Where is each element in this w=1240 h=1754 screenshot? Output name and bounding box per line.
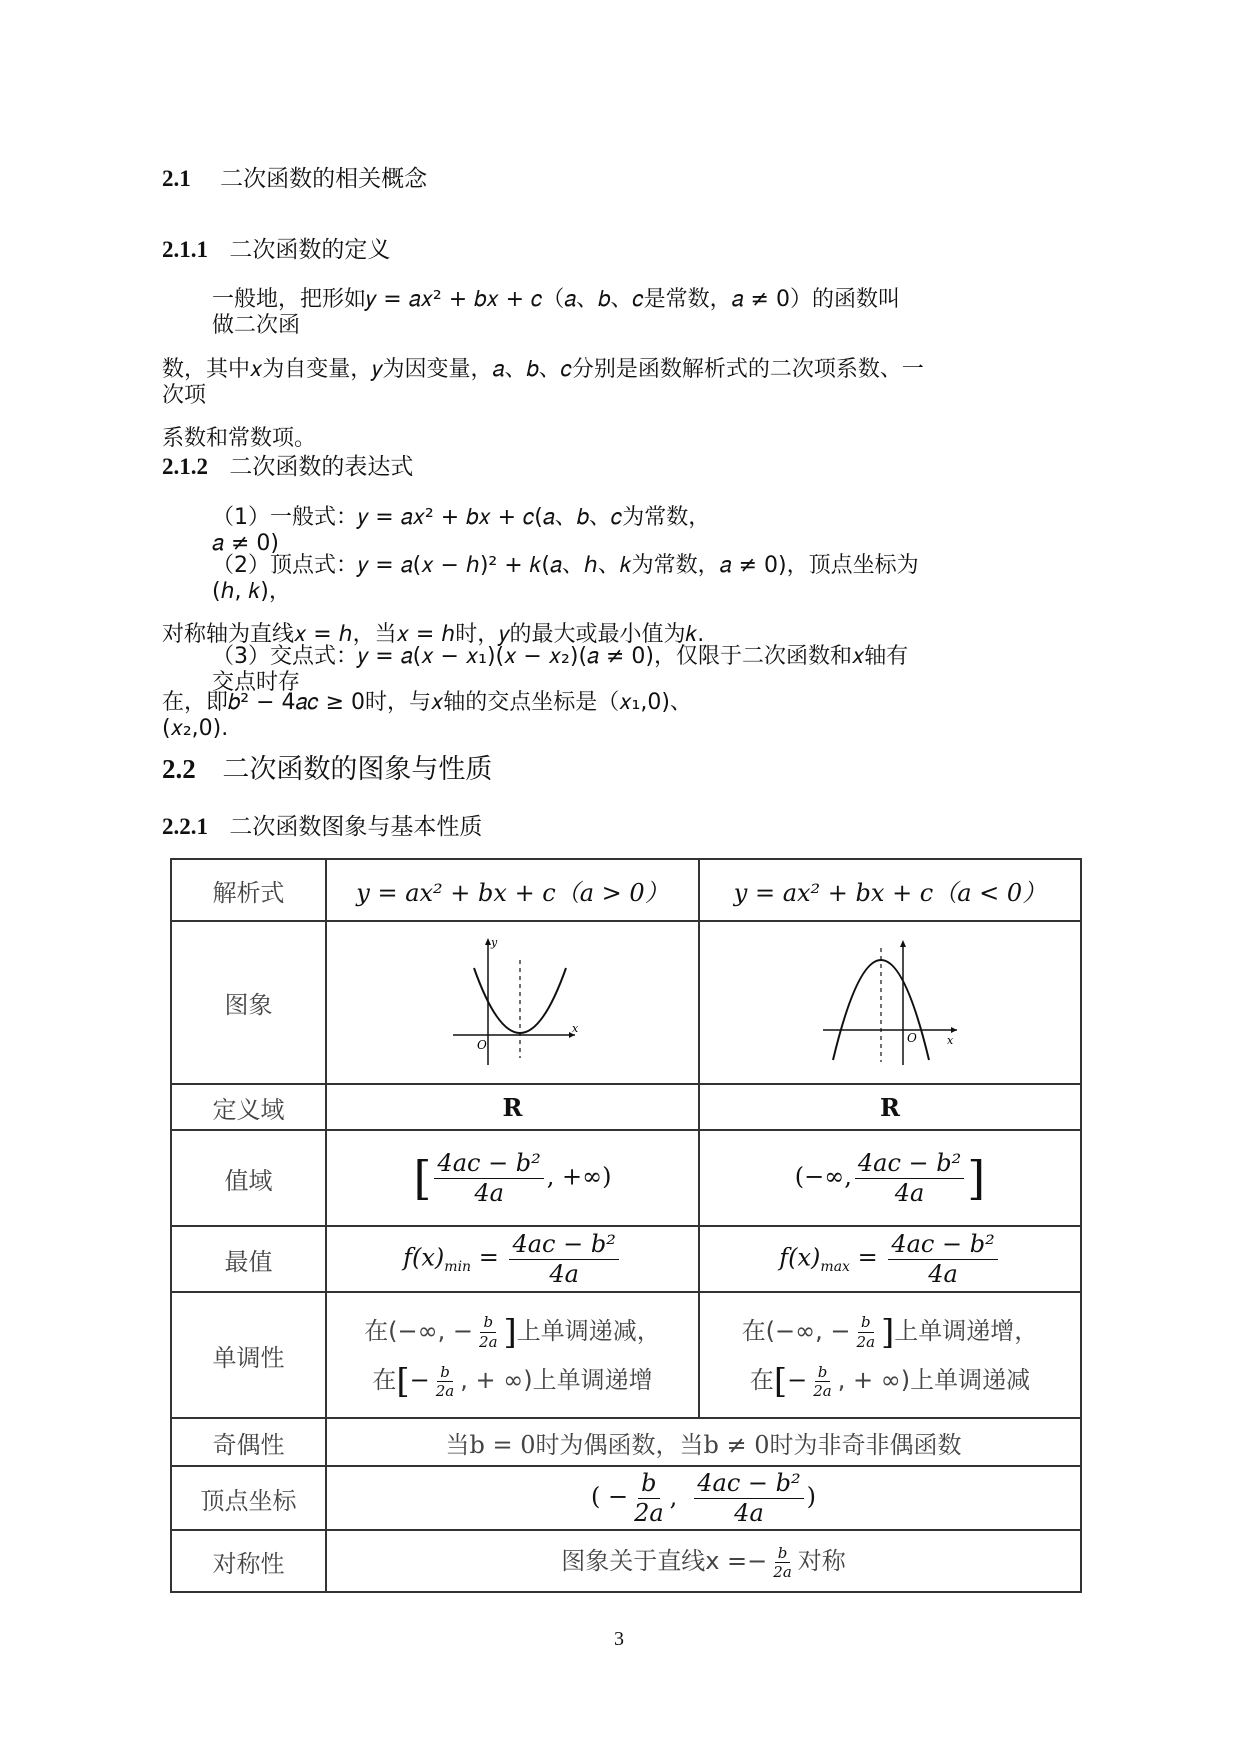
section-title: 二次函数图象与基本性质 (229, 814, 483, 840)
row-label: 最值 (171, 1226, 326, 1292)
row-label: 解析式 (171, 859, 326, 921)
denominator: 4a (928, 1259, 958, 1288)
numerator: b (437, 1364, 453, 1383)
numerator: b (480, 1314, 496, 1333)
monotonicity-a-negative (699, 1292, 1081, 1418)
numerator: b (815, 1364, 831, 1383)
section-title: 二次函数的表达式 (229, 454, 414, 480)
interval-prefix: 在 (372, 1366, 397, 1394)
table-row-range (171, 1130, 1081, 1226)
minimum-value (326, 1226, 699, 1292)
denominator: 2a (856, 1332, 876, 1351)
upward-parabola-graph (443, 930, 583, 1070)
axis-label-x: x (947, 1033, 954, 1047)
maximum-value (699, 1226, 1081, 1292)
monotonicity-a-positive (326, 1292, 699, 1418)
vertex-form-line-2: (ℎ, 𝑘)， (212, 579, 291, 604)
definition-line-1: 一般地，把形如𝑦 = 𝑎𝑥² + 𝑏𝑥 + 𝑐（𝑎、𝑏、𝑐是常数，𝑎 ≠ 0）的函数叫 (212, 287, 900, 312)
section-title: 二次函数的图象与性质 (222, 754, 493, 785)
fraction (509, 1231, 618, 1287)
range-a-positive: [ $\frac{\text{4ac − b²}}{4a}$ , +∞) (326, 1130, 699, 1226)
graph-downward-cell (699, 921, 1081, 1084)
intercept-form-line-1: （3）交点式：𝑦 = 𝑎(𝑥 − 𝑥₁)(𝑥 − 𝑥₂)(𝑎 ≠ 0)，仅限于二次函数和𝑥轴有 (212, 644, 909, 669)
max-subscript: max (820, 1259, 850, 1276)
decreasing-interval: 在(−∞, − $\frac{b}{2a}$ ]上单调递减， (364, 1312, 661, 1352)
section-number: 2.1.2 (162, 454, 208, 479)
equals-sign: = (857, 1243, 878, 1272)
denominator: 2a (634, 1498, 664, 1527)
section-2-1-2-heading (162, 448, 413, 481)
vertex-comma: , (669, 1482, 678, 1511)
fraction (631, 1470, 667, 1526)
numerator: 4ac − b² (509, 1231, 618, 1259)
table-row-parity (171, 1418, 1081, 1466)
table-row-vertex (171, 1466, 1081, 1530)
denominator: 4a (549, 1259, 579, 1288)
parity-text: 当b = 0时为偶函数，当b ≠ 0时为非奇非偶函数 (326, 1418, 1081, 1466)
denominator: 2a (773, 1563, 792, 1582)
row-label: 单调性 (171, 1292, 326, 1418)
expression-a-positive: y = ax² + bx + c（a > 0） (326, 859, 699, 921)
interval-suffix: 上单调递减， (516, 1316, 661, 1345)
domain-a-positive: R (326, 1084, 699, 1130)
increasing-interval: 在(−∞, − $\frac{b}{2a}$ ]上单调递增， (741, 1312, 1039, 1352)
section-2-2-heading (162, 747, 492, 786)
function-name: f(x) (403, 1243, 445, 1272)
row-label: 定义域 (171, 1084, 326, 1130)
vertex-form-line-1: （2）顶点式：𝑦 = 𝑎(𝑥 − ℎ)² + 𝑘(𝑎、ℎ、𝑘为常数，𝑎 ≠ 0)，顶点坐标为 (212, 553, 919, 578)
symmetry-suffix: 对称 (797, 1547, 846, 1576)
row-label: 顶点坐标 (171, 1466, 326, 1530)
numerator: 4ac − b² (888, 1231, 997, 1259)
denominator: 2a (435, 1382, 455, 1400)
numerator: b (858, 1314, 874, 1333)
downward-parabola-graph (815, 930, 965, 1070)
numerator: b (775, 1545, 791, 1564)
increasing-interval: 在[− $\frac{b}{2a}$ , + ∞)上单调递增 (372, 1361, 653, 1402)
fraction (434, 1150, 543, 1206)
fraction (810, 1364, 835, 1400)
table-row-graph (171, 921, 1081, 1084)
denominator: 2a (813, 1382, 832, 1400)
vertex-coordinates (326, 1466, 1081, 1530)
numerator: 4ac − b² (434, 1150, 543, 1178)
row-label: 对称性 (171, 1530, 326, 1592)
section-title: 二次函数的定义 (229, 237, 391, 263)
interval-suffix: , + ∞)上单调递增 (460, 1366, 653, 1394)
range-upper: , +∞) (546, 1162, 612, 1191)
numerator: 4ac − b² (855, 1150, 964, 1178)
symmetry-text (326, 1530, 1081, 1592)
denominator: 4a (474, 1178, 504, 1207)
denominator: 4a (894, 1178, 925, 1207)
denominator: 2a (479, 1332, 498, 1351)
table-row-monotonicity (171, 1292, 1081, 1418)
origin-label: O (476, 1037, 487, 1052)
interval-suffix: 上单调递增， (894, 1316, 1039, 1345)
section-number: 2.2.1 (162, 814, 208, 839)
axis-label-x: x (571, 1021, 578, 1035)
interval-prefix: 在 (749, 1366, 774, 1394)
min-subscript: min (444, 1259, 472, 1276)
fraction (888, 1231, 997, 1287)
axis-label-y: y (490, 935, 497, 949)
graph-upward-cell (326, 921, 699, 1084)
general-form-line-2: 𝑎 ≠ 0) (212, 531, 279, 556)
vertex-open: ( − (590, 1482, 629, 1511)
section-number: 2.1.1 (162, 237, 208, 262)
decreasing-interval: 在[− $\frac{b}{2a}$ , + ∞)上单调递减 (749, 1361, 1031, 1402)
vertex-close: ) (806, 1482, 817, 1511)
definition-line-4: 次项 (162, 383, 207, 408)
fraction (855, 1150, 964, 1206)
section-2-2-1-heading (162, 808, 482, 841)
table-row-domain (171, 1084, 1081, 1130)
symmetry-prefix: 图象关于直线x =− (561, 1547, 768, 1576)
range-a-negative: (−∞, $\frac{\text{4ac − b²}}{4a}$ ] (699, 1130, 1081, 1226)
function-name: f(x) (779, 1243, 821, 1272)
quadratic-properties-table (170, 858, 1082, 1593)
axis-of-symmetry-line: 对称轴为直线𝑥 = ℎ，当𝑥 = ℎ时，𝑦的最大或最小值为𝑘. (162, 622, 705, 647)
expression-a-negative: y = ax² + bx + c（a < 0） (699, 859, 1081, 921)
interval-prefix: 在(−∞, − (741, 1316, 851, 1345)
definition-line-3: 数，其中𝑥为自变量，𝑦为因变量，𝑎、𝑏、𝑐分别是函数解析式的二次项系数、一 (162, 357, 924, 382)
fraction (854, 1314, 879, 1350)
numerator: b (638, 1470, 659, 1498)
section-2-1-1-heading (162, 231, 390, 264)
denominator: 4a (734, 1498, 764, 1527)
general-form-line-1: （1）一般式：𝑦 = 𝑎𝑥² + 𝑏𝑥 + 𝑐(𝑎、𝑏、𝑐为常数， (212, 505, 711, 530)
section-number: 2.2 (162, 754, 196, 784)
page-number: 3 (614, 1628, 624, 1650)
interval-suffix: , + ∞)上单调递减 (837, 1366, 1031, 1394)
origin-label: O (907, 1030, 917, 1045)
intercept-form-line-3: 在，即𝑏² − 4𝑎𝑐 ≥ 0时，与𝑥轴的交点坐标是（𝑥₁,0)、 (162, 690, 692, 715)
range-lower: (−∞, (794, 1162, 852, 1191)
intercept-form-line-2: 交点时存 (212, 670, 301, 695)
section-title: 二次函数的相关概念 (220, 166, 428, 192)
fraction (770, 1545, 795, 1581)
row-label: 图象 (171, 921, 326, 1084)
fraction (433, 1364, 458, 1400)
section-2-1-heading (162, 160, 427, 193)
section-number: 2.1 (162, 166, 191, 191)
definition-line-2: 做二次函 (212, 313, 301, 338)
definition-line-5: 系数和常数项。 (162, 426, 317, 451)
row-label: 奇偶性 (171, 1418, 326, 1466)
intercept-form-line-4: (𝑥₂,0). (162, 716, 229, 741)
row-label: 值域 (171, 1130, 326, 1226)
fraction (476, 1314, 501, 1350)
domain-a-negative: R (699, 1084, 1081, 1130)
interval-prefix: 在(−∞, − (364, 1316, 474, 1345)
equals-sign: = (478, 1243, 499, 1272)
table-row-expression (171, 859, 1081, 921)
table-row-extreme (171, 1226, 1081, 1292)
table-row-symmetry (171, 1530, 1081, 1592)
fraction (694, 1470, 803, 1526)
numerator: 4ac − b² (694, 1470, 803, 1498)
